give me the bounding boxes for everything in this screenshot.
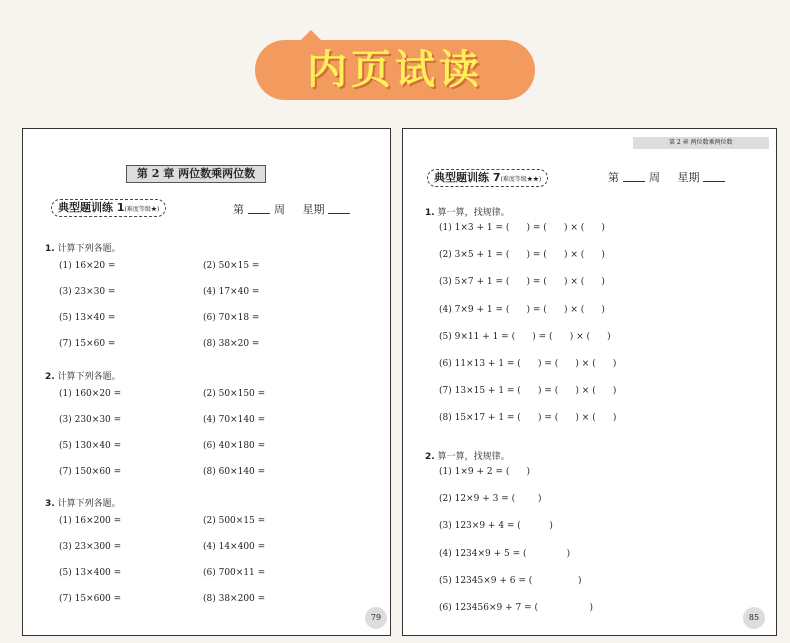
problem-item: (1) 1×3 + 1 = ( ) = ( ) × ( ) — [439, 223, 605, 233]
problem-item: (4) 1234×9 + 5 = ( ) — [439, 548, 571, 559]
problem-item: (1) 160×20 = — [59, 389, 122, 399]
difficulty-label: (难度等级★★) — [500, 176, 542, 183]
week-field — [233, 201, 354, 217]
section-title — [45, 496, 121, 509]
problem-item: (3) 5×7 + 1 = ( ) = ( ) × ( ) — [439, 277, 605, 288]
problem-item: (6) 70×18 = — [203, 313, 260, 323]
problem-item: (1) 16×200 = — [59, 516, 122, 526]
problem-item: (8) 15×17 + 1 = ( ) = ( ) × ( ) — [439, 413, 617, 424]
section-instruction: 算一算，找规律。 — [437, 208, 510, 218]
problem-item: (3) 123×9 + 4 = ( ) — [439, 521, 553, 532]
problem-item: (2) 12×9 + 3 = ( ) — [439, 494, 542, 505]
problem-item: (4) 7×9 + 1 = ( ) = ( ) × ( ) — [439, 304, 605, 315]
problem-item: (2) 50×15 = — [203, 261, 260, 271]
running-header: 第 2 章 两位数乘两位数 — [669, 139, 733, 146]
problem-item: (4) 14×400 = — [203, 542, 266, 552]
chapter-title: 第 2 章 两位数乘两位数 — [126, 165, 266, 183]
section-number: 2. — [425, 452, 435, 462]
problem-item: (7) 13×15 + 1 = ( ) = ( ) × ( ) — [439, 386, 617, 397]
preview-banner — [255, 30, 535, 110]
problem-item: (2) 50×150 = — [203, 389, 266, 399]
weekday-label: 星期 — [302, 203, 325, 216]
training-tag — [427, 169, 548, 187]
problem-item: (5) 130×40 = — [59, 441, 122, 451]
problem-item: (6) 123456×9 + 7 = ( ) — [439, 603, 594, 613]
problem-item: (6) 11×13 + 1 = ( ) = ( ) × ( ) — [439, 359, 617, 369]
problem-item: (1) 16×20 = — [59, 261, 116, 271]
week-blank — [248, 203, 270, 214]
section-title — [425, 449, 510, 462]
problem-item: (7) 15×600 = — [59, 594, 122, 604]
problem-item: (3) 23×300 = — [59, 542, 122, 552]
section-title — [425, 205, 510, 218]
problem-item: (3) 23×30 = — [59, 287, 116, 297]
problem-item: (5) 9×11 + 1 = ( ) = ( ) × ( ) — [439, 331, 611, 342]
week-suffix: 周 — [649, 171, 660, 184]
page-number: 85 — [743, 607, 765, 629]
section-number: 3. — [45, 499, 55, 509]
week-prefix: 第 — [608, 171, 619, 184]
section-title — [45, 241, 121, 254]
weekday-blank — [703, 171, 725, 182]
problem-item: (4) 70×140 = — [203, 415, 266, 425]
training-title: 典型题训练 1 — [58, 201, 125, 214]
problem-item: (8) 60×140 = — [203, 467, 266, 477]
problem-item: (4) 17×40 = — [203, 287, 260, 297]
problem-item: (5) 12345×9 + 6 = ( ) — [439, 575, 582, 586]
training-tag — [51, 199, 166, 217]
problem-item: (2) 3×5 + 1 = ( ) = ( ) × ( ) — [439, 250, 605, 261]
page-number: 79 — [365, 607, 387, 629]
problem-item: (2) 500×15 = — [203, 516, 266, 526]
right-page — [402, 128, 777, 636]
section-instruction: 计算下列各题。 — [57, 372, 121, 382]
problem-item: (6) 40×180 = — [203, 441, 266, 451]
section-number: 1. — [425, 208, 435, 218]
section-number: 1. — [45, 244, 55, 254]
problem-item: (8) 38×20 = — [203, 339, 260, 349]
section-number: 2. — [45, 372, 55, 382]
problem-item: (3) 230×30 = — [59, 415, 122, 425]
problem-item: (5) 13×400 = — [59, 568, 122, 578]
problem-item: (1) 1×9 + 2 = ( ) — [439, 467, 531, 477]
section-instruction: 算一算，找规律。 — [437, 452, 510, 462]
problem-item: (6) 700×11 = — [203, 568, 266, 578]
problem-item: (7) 150×60 = — [59, 467, 122, 477]
section-instruction: 计算下列各题。 — [57, 499, 121, 509]
weekday-label: 星期 — [677, 171, 700, 184]
problem-item: (5) 13×40 = — [59, 313, 116, 323]
training-title: 典型题训练 7 — [434, 171, 501, 184]
week-prefix: 第 — [233, 203, 244, 216]
difficulty-label: (难度等级★) — [124, 206, 160, 213]
section-title — [45, 369, 121, 382]
banner-title: 内页试读 — [307, 47, 483, 93]
week-suffix: 周 — [274, 203, 285, 216]
weekday-blank — [328, 203, 350, 214]
section-instruction: 计算下列各题。 — [57, 244, 121, 254]
problem-item: (7) 15×60 = — [59, 339, 116, 349]
left-page — [22, 128, 391, 636]
week-blank — [623, 171, 645, 182]
week-field — [608, 169, 729, 185]
problem-item: (8) 38×200 = — [203, 594, 266, 604]
